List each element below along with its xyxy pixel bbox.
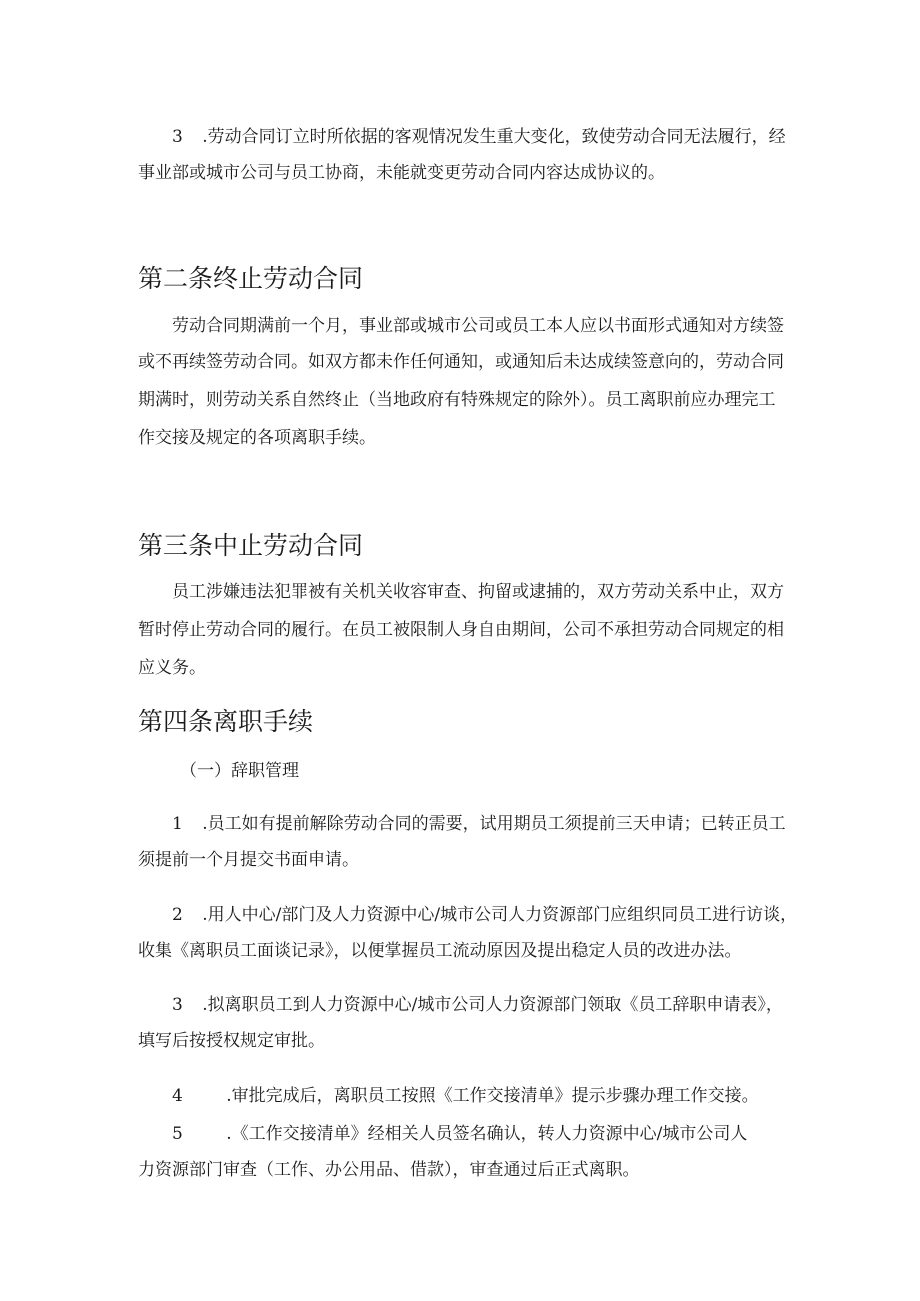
item-5-line-1 [172, 1123, 747, 1145]
section-4-heading: 第四条离职手续 [138, 707, 314, 736]
para-3-text: .劳动合同订立时所依据的客观情况发生重大变化，致使劳动合同无法履行，经 [202, 127, 786, 147]
item-1-text: .员工如有提前解除劳动合同的需要，试用期员工须提前三天申请；已转正员工 [202, 814, 786, 834]
section-3-line-1: 员工涉嫌违法犯罪被有关机关收容审查、拘留或逮捕的，双方劳动关系中止，双方 [172, 582, 784, 602]
section-2-line-1: 劳动合同期满前一个月，事业部或城市公司或员工本人应以书面形式通知对方续签 [172, 316, 784, 336]
item-4-line-1 [172, 1085, 759, 1107]
section-3-line-2: 暂时停止劳动合同的履行。在员工被限制人身自由期间，公司不承担劳动合同规定的相 [138, 620, 784, 640]
item-2-text: .用人中心/部门及人力资源中心/城市公司人力资源部门应组织同员工进行访谈， [202, 905, 798, 925]
section-2-heading: 第二条终止劳动合同 [138, 264, 364, 293]
section-4-subtitle: （一）辞职管理 [180, 761, 299, 781]
item-4-number: 4 [172, 1086, 183, 1106]
item-4-text: .审批完成后，离职员工按照《工作交接清单》提示步骤办理工作交接。 [226, 1086, 759, 1106]
item-2-number: 2 [172, 905, 183, 925]
item-3-line-2: 填写后按授权规定审批。 [138, 1031, 325, 1051]
item-1-line-2: 须提前一个月提交书面申请。 [138, 850, 359, 870]
para-3-line-1 [172, 126, 786, 148]
section-2-line-4: 作交接及规定的各项离职手续。 [138, 428, 376, 448]
section-3-heading: 第三条中止劳动合同 [138, 531, 364, 560]
section-2-line-2: 或不再续签劳动合同。如双方都未作任何通知，或通知后未达成续签意向的，劳动合同 [138, 352, 784, 372]
item-5-line-2: 力资源部门审查（工作、办公用品、借款），审查通过后正式离职。 [138, 1160, 640, 1180]
item-1-number: 1 [172, 814, 183, 834]
para-3-line-2: 事业部或城市公司与员工协商，未能就变更劳动合同内容达成协议的。 [138, 163, 665, 183]
item-5-number: 5 [172, 1124, 183, 1144]
item-5-text: .《工作交接清单》经相关人员签名确认，转人力资源中心/城市公司人 [226, 1124, 748, 1144]
section-2-line-3: 期满时，则劳动关系自然终止（当地政府有特殊规定的除外）。员工离职前应办理完工 [138, 390, 776, 410]
para-3-number: 3 [172, 127, 183, 147]
section-3-line-3: 应义务。 [138, 658, 206, 678]
item-2-line-1 [172, 904, 797, 926]
item-1-line-1 [172, 813, 786, 835]
item-3-text: .拟离职员工到人力资源中心/城市公司人力资源部门领取《员工辞职申请表》， [202, 995, 783, 1015]
item-3-line-1 [172, 994, 783, 1016]
item-3-number: 3 [172, 995, 183, 1015]
item-2-line-2: 收集《离职员工面谈记录》，以便掌握员工流动原因及提出稳定人员的改进办法。 [138, 941, 742, 961]
